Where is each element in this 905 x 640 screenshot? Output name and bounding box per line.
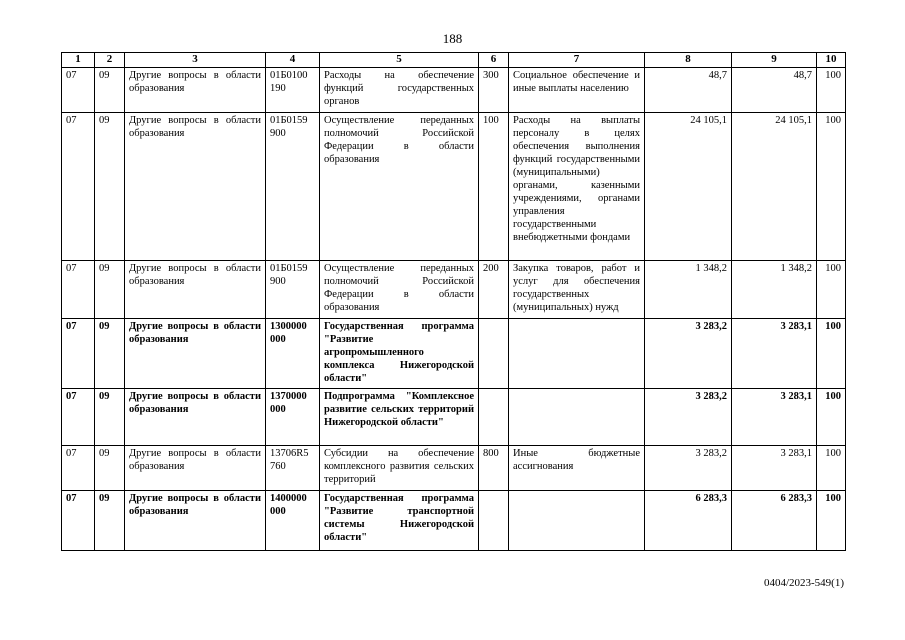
target-article-code: 01Б0100 190	[266, 68, 320, 113]
execution-percent: 100	[817, 389, 846, 446]
header-row	[62, 53, 846, 68]
section-name: Другие вопросы в области образования	[125, 261, 266, 319]
target-article-code: 13706R5 760	[266, 446, 320, 491]
page-number: 188	[442, 31, 463, 46]
actual-amount: 6 283,3	[732, 491, 817, 551]
expense-type-code: 100	[479, 113, 509, 261]
expense-type-name: Расходы на выплаты персоналу в целях обеспечения выполнения функций государственными (муниципальными) органами, казенными учреждениями, органами управления государственными внебюджетными фондами	[509, 113, 645, 261]
header-cell: 4	[266, 53, 320, 68]
table-row	[62, 389, 846, 446]
planned-amount: 24 105,1	[645, 113, 732, 261]
section-name: Другие вопросы в области образования	[125, 491, 266, 551]
section-code: 07	[62, 261, 95, 319]
section-code: 07	[62, 319, 95, 389]
planned-amount: 3 283,2	[645, 389, 732, 446]
actual-amount: 3 283,1	[732, 446, 817, 491]
subsection-code: 09	[95, 113, 125, 261]
expense-type-name	[509, 491, 645, 551]
target-article-code: 01Б0159 900	[266, 261, 320, 319]
planned-amount: 1 348,2	[645, 261, 732, 319]
actual-amount: 24 105,1	[732, 113, 817, 261]
target-article-code: 01Б0159 900	[266, 113, 320, 261]
article-name: Государственная программа "Развитие агропромышленного комплекса Нижегородской области"	[320, 319, 479, 389]
table-row	[62, 446, 846, 491]
expense-type-code: 300	[479, 68, 509, 113]
expense-type-name: Закупка товаров, работ и услуг для обеспечения государственных (муниципальных) нужд	[509, 261, 645, 319]
expense-type-code	[479, 389, 509, 446]
actual-amount: 48,7	[732, 68, 817, 113]
execution-percent: 100	[817, 113, 846, 261]
section-name: Другие вопросы в области образования	[125, 68, 266, 113]
execution-percent: 100	[817, 261, 846, 319]
article-name: Субсидии на обеспечение комплексного развития сельских территорий	[320, 446, 479, 491]
subsection-code: 09	[95, 446, 125, 491]
target-article-code: 1300000 000	[266, 319, 320, 389]
expense-type-name: Социальное обеспечение и иные выплаты населению	[509, 68, 645, 113]
header-cell: 3	[125, 53, 266, 68]
header-cell: 6	[479, 53, 509, 68]
expense-type-name: Иные бюджетные ассигнования	[509, 446, 645, 491]
planned-amount: 48,7	[645, 68, 732, 113]
article-name: Государственная программа "Развитие транспортной системы Нижегородской области"	[320, 491, 479, 551]
table-row	[62, 68, 846, 113]
execution-percent: 100	[817, 446, 846, 491]
article-name: Осуществление переданных полномочий Российской Федерации в области образования	[320, 113, 479, 261]
subsection-code: 09	[95, 319, 125, 389]
actual-amount: 3 283,1	[732, 389, 817, 446]
section-name: Другие вопросы в области образования	[125, 319, 266, 389]
header-cell: 2	[95, 53, 125, 68]
article-name: Расходы на обеспечение функций государственных органов	[320, 68, 479, 113]
article-name: Подпрограмма "Комплексное развитие сельских территорий Нижегородской области"	[320, 389, 479, 446]
planned-amount: 3 283,2	[645, 446, 732, 491]
header-cell: 9	[732, 53, 817, 68]
table-row	[62, 113, 846, 261]
expense-type-code: 800	[479, 446, 509, 491]
section-name: Другие вопросы в области образования	[125, 446, 266, 491]
header-cell: 8	[645, 53, 732, 68]
target-article-code: 1400000 000	[266, 491, 320, 551]
expense-type-name	[509, 319, 645, 389]
planned-amount: 3 283,2	[645, 319, 732, 389]
section-code: 07	[62, 491, 95, 551]
actual-amount: 1 348,2	[732, 261, 817, 319]
subsection-code: 09	[95, 261, 125, 319]
expense-type-code: 200	[479, 261, 509, 319]
expense-type-code	[479, 491, 509, 551]
section-code: 07	[62, 389, 95, 446]
expense-type-name	[509, 389, 645, 446]
table-row	[62, 491, 846, 551]
section-code: 07	[62, 68, 95, 113]
budget-table	[61, 52, 846, 551]
header-cell: 7	[509, 53, 645, 68]
section-name: Другие вопросы в области образования	[125, 389, 266, 446]
execution-percent: 100	[817, 319, 846, 389]
header-cell: 5	[320, 53, 479, 68]
execution-percent: 100	[817, 68, 846, 113]
target-article-code: 1370000 000	[266, 389, 320, 446]
header-cell: 10	[817, 53, 846, 68]
article-name: Осуществление переданных полномочий Российской Федерации в области образования	[320, 261, 479, 319]
planned-amount: 6 283,3	[645, 491, 732, 551]
table-row	[62, 261, 846, 319]
section-code: 07	[62, 113, 95, 261]
table-row	[62, 319, 846, 389]
actual-amount: 3 283,1	[732, 319, 817, 389]
execution-percent: 100	[817, 491, 846, 551]
section-code: 07	[62, 446, 95, 491]
header-cell: 1	[62, 53, 95, 68]
subsection-code: 09	[95, 491, 125, 551]
subsection-code: 09	[95, 68, 125, 113]
section-name: Другие вопросы в области образования	[125, 113, 266, 261]
subsection-code: 09	[95, 389, 125, 446]
expense-type-code	[479, 319, 509, 389]
document-code: 0404/2023-549(1)	[763, 577, 844, 589]
